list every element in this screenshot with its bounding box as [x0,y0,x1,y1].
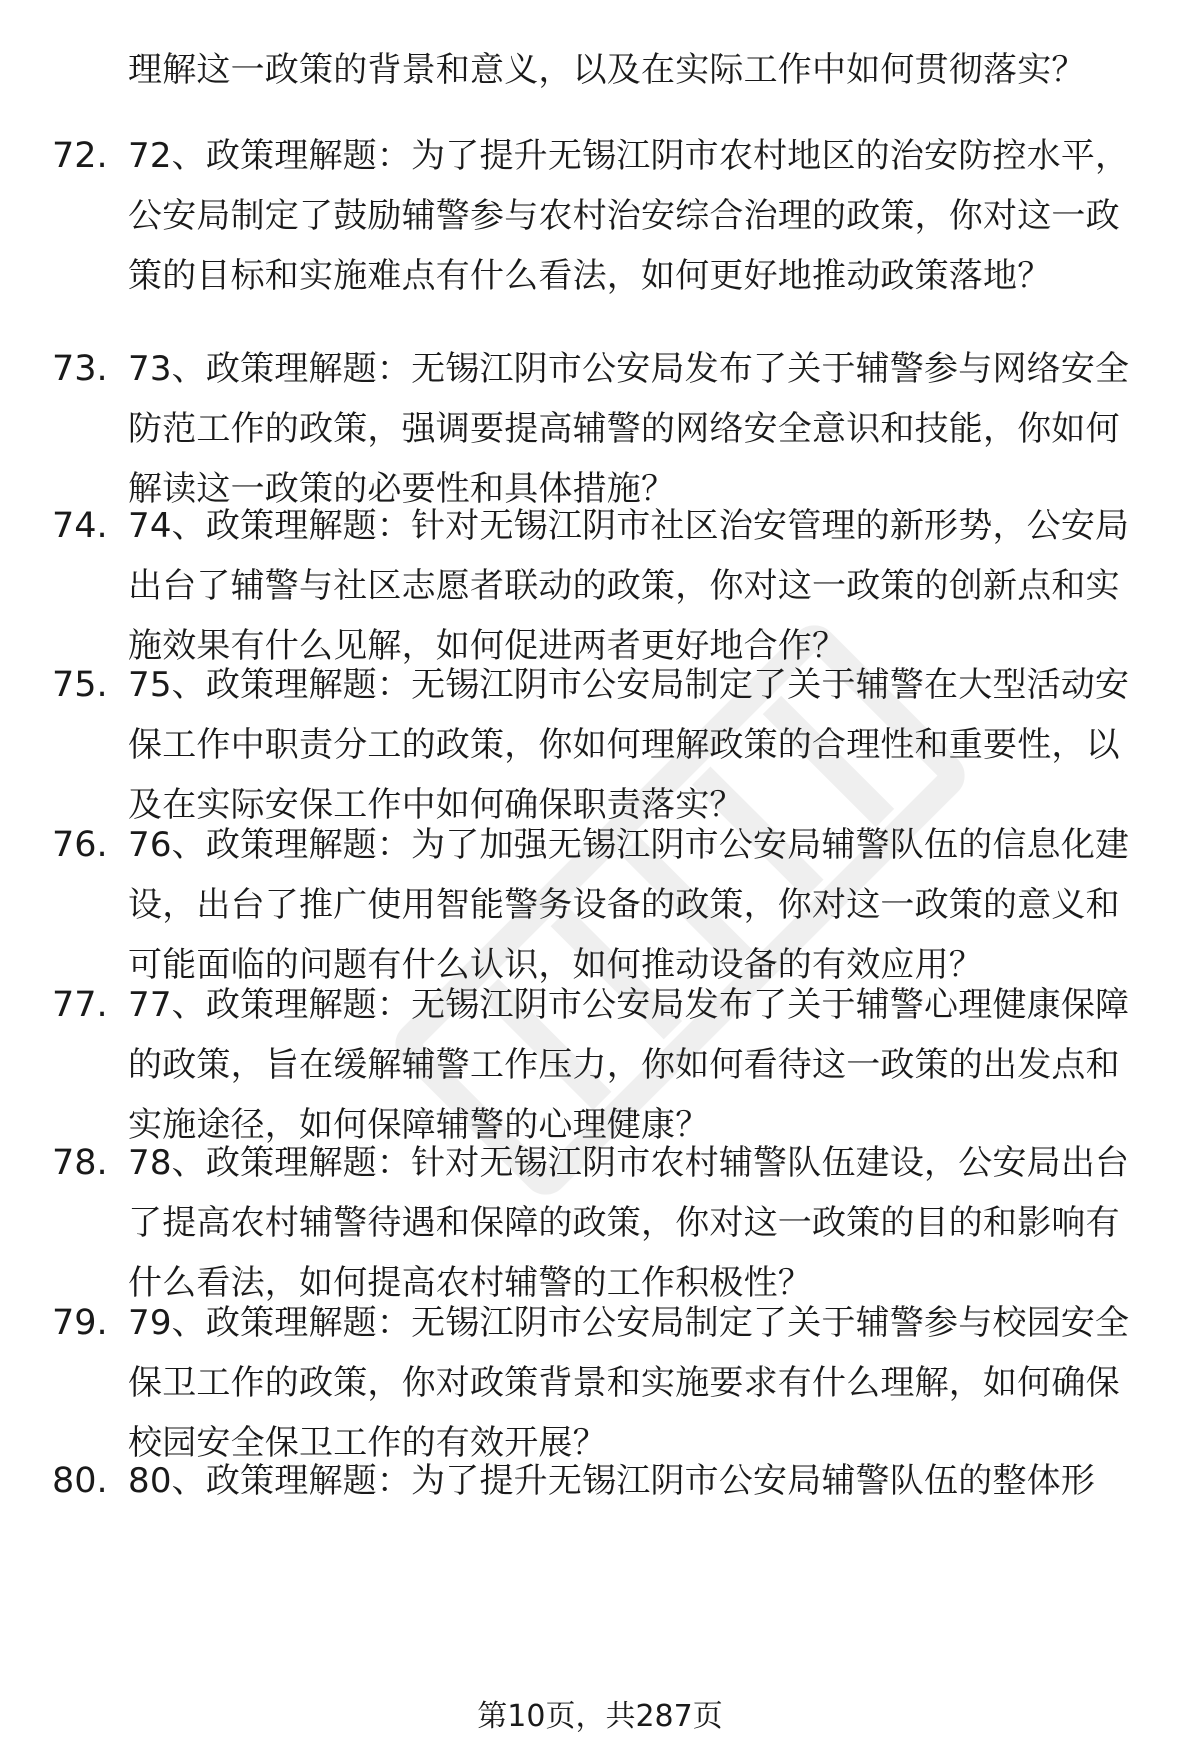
item-number: 74. [52,506,108,546]
item-number: 73. [52,349,108,389]
item-text: 76、政策理解题：为了加强无锡江阴市公安局辅警队伍的信息化建设，出台了推广使用智能警务设备的政策，你对这一政策的意义和可能面临的问题有什么认识，如何推动设备的有效应用？ [128,825,1130,985]
item-text: 72、政策理解题：为了提升无锡江阴市农村地区的治安防控水平，公安局制定了鼓励辅警参与农村治安综合治理的政策，你对这一政策的目标和实施难点有什么看法，如何更好地推动政策落地？ [128,136,1130,296]
page-footer: 第10页，共287页 [477,1699,723,1734]
item-text: 80、政策理解题：为了提升无锡江阴市公安局辅警队伍的整体形 [128,1461,1096,1501]
item-text: 73、政策理解题：无锡江阴市公安局发布了关于辅警参与网络安全防范工作的政策，强调要提高辅警的网络安全意识和技能，你如何解读这一政策的必要性和具体措施？ [128,349,1130,509]
item-number: 72. [52,136,108,176]
item-number: 79. [52,1303,108,1343]
item-number: 80. [52,1461,108,1501]
continuation-text: 理解这一政策的背景和意义，以及在实际工作中如何贯彻落实？ [128,50,1086,90]
item-number: 78. [52,1143,108,1183]
item-number: 75. [52,665,108,705]
item-number: 76. [52,825,108,865]
item-text: 79、政策理解题：无锡江阴市公安局制定了关于辅警参与校园安全保卫工作的政策，你对政策背景和实施要求有什么理解，如何确保校园安全保卫工作的有效开展？ [128,1303,1130,1463]
item-number: 77. [52,985,108,1025]
item-text: 75、政策理解题：无锡江阴市公安局制定了关于辅警在大型活动安保工作中职责分工的政策，你如何理解政策的合理性和重要性，以及在实际安保工作中如何确保职责落实？ [128,665,1130,825]
item-text: 78、政策理解题：针对无锡江阴市农村辅警队伍建设，公安局出台了提高农村辅警待遇和保障的政策，你对这一政策的目的和影响有什么看法，如何提高农村辅警的工作积极性？ [128,1143,1130,1303]
item-text: 77、政策理解题：无锡江阴市公安局发布了关于辅警心理健康保障的政策，旨在缓解辅警工作压力，你如何看待这一政策的出发点和实施途径，如何保障辅警的心理健康？ [128,985,1130,1145]
item-text: 74、政策理解题：针对无锡江阴市社区治安管理的新形势，公安局出台了辅警与社区志愿者联动的政策，你对这一政策的创新点和实施效果有什么见解，如何促进两者更好地合作？ [128,506,1130,666]
